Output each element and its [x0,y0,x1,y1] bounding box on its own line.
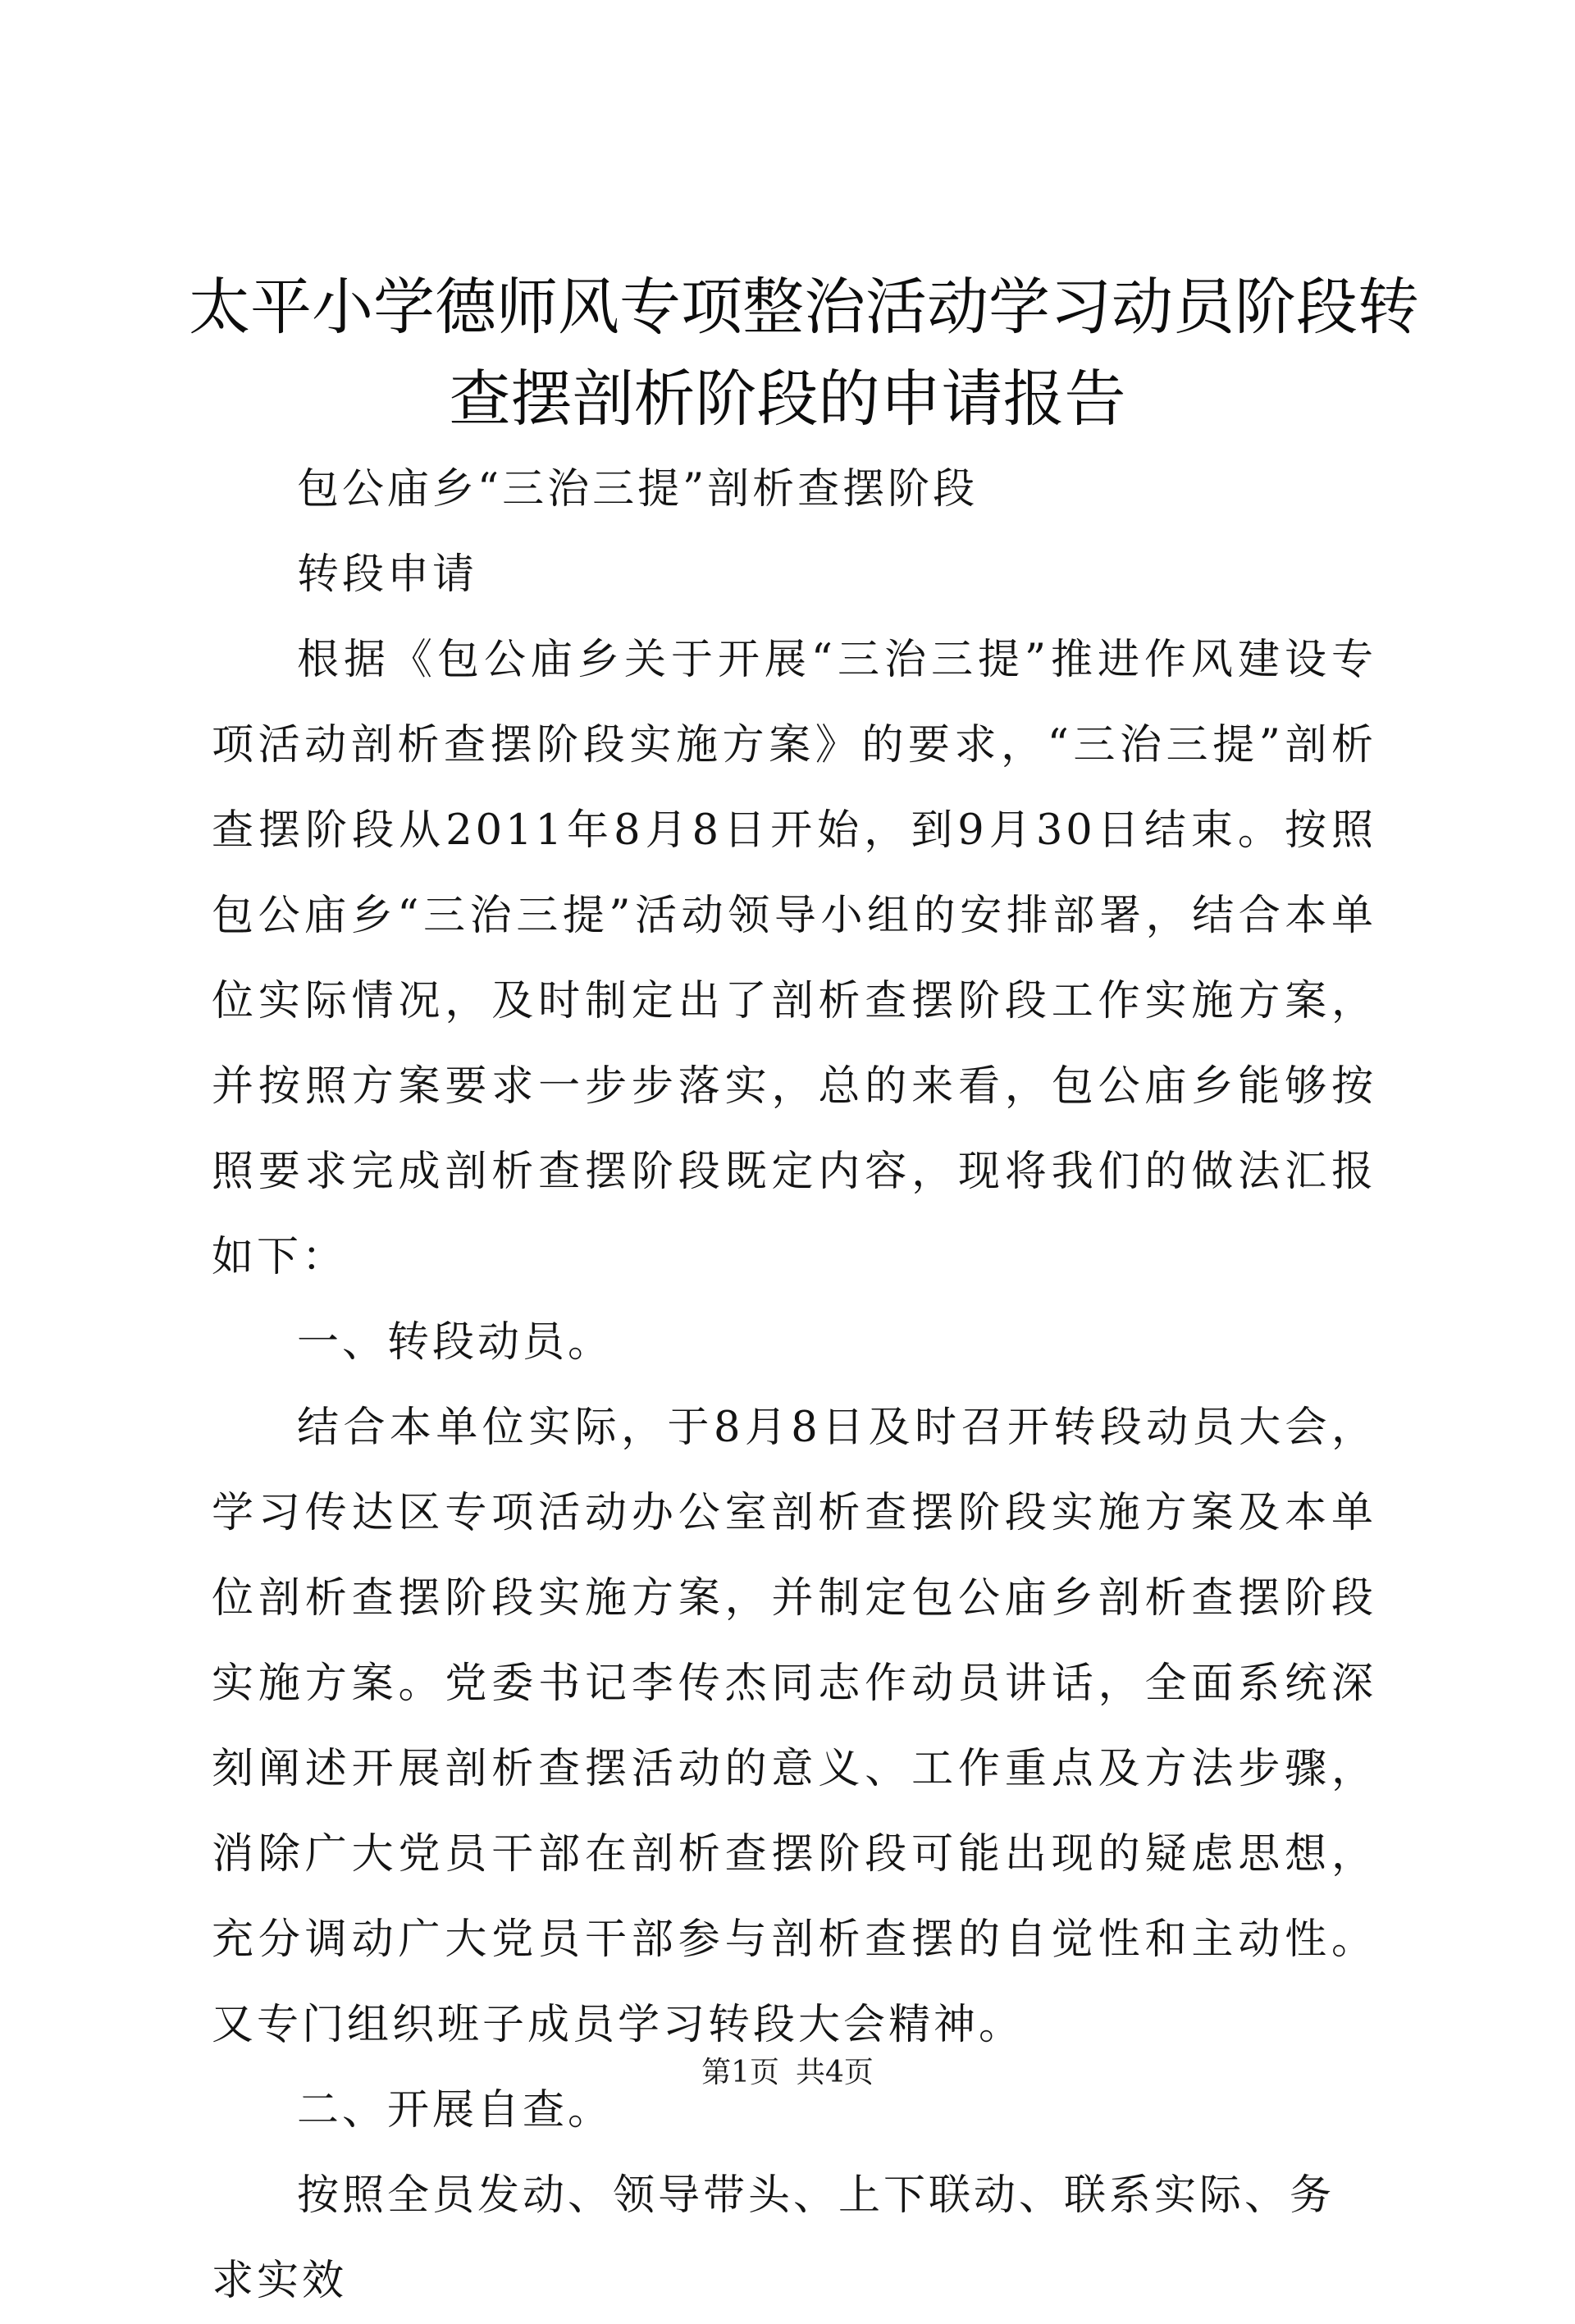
section-heading-1: 一、转段动员。 [297,1318,614,1367]
section-heading-2: 二、开展自查。 [297,2086,614,2135]
paragraph-intro: 根据《包公庙乡关于开展“三治三提”推进作风建设专项活动剖析查摆阶段实施方案》的要求，“三治三提”剖析查摆阶段从2011年8月8日开始，到9月30日结束。按照包公庙乡“三治三提”活动领导小组的安排部署，结合本单位实际情况，及时制定出了剖析查摆阶段工作实施方案，并按照方案要求一步步落实，总的来看，包公庙乡能够按照要求完成剖析查摆阶段既定内容，现将我们的做法汇报如下： [212,636,1376,1281]
paragraph-section-1: 结合本单位实际，于8月8日及时召开转段动员大会，学习传达区专项活动办公室剖析查摆阶段实施方案及本单位剖析查摆阶段实施方案，并制定包公庙乡剖析查摆阶段实施方案。党委书记李传杰同志作动员讲话，全面系统深刻阐述开展剖析查摆活动的意义、工作重点及方法步骤，消除广大党员干部在剖析查摆阶段可能出现的疑虑思想，充分调动广大党员干部参与剖析查摆的自觉性和主动性。又专门组织班子成员学习转段大会精神。 [212,1404,1376,2049]
paragraph-heading-1: 包公庙乡“三治三提”剖析查摆阶段 [297,465,979,514]
page-number-current: 第1页 [701,2056,779,2089]
page-footer [0,2052,1575,2093]
page-number-total: 共4页 [796,2056,874,2089]
document-body [212,447,1376,2324]
title-line-2: 查摆剖析阶段的申请报告 [449,363,1126,435]
title-line-1: 太平小学德师风专项整治活动学习动员阶段转 [189,271,1420,343]
paragraph-section-2: 按照全员发动、领导带头、上下联动、联系实际、务求实效 [212,2171,1335,2305]
document-title [189,261,1420,445]
paragraph-heading-2: 转段申请 [297,550,478,599]
